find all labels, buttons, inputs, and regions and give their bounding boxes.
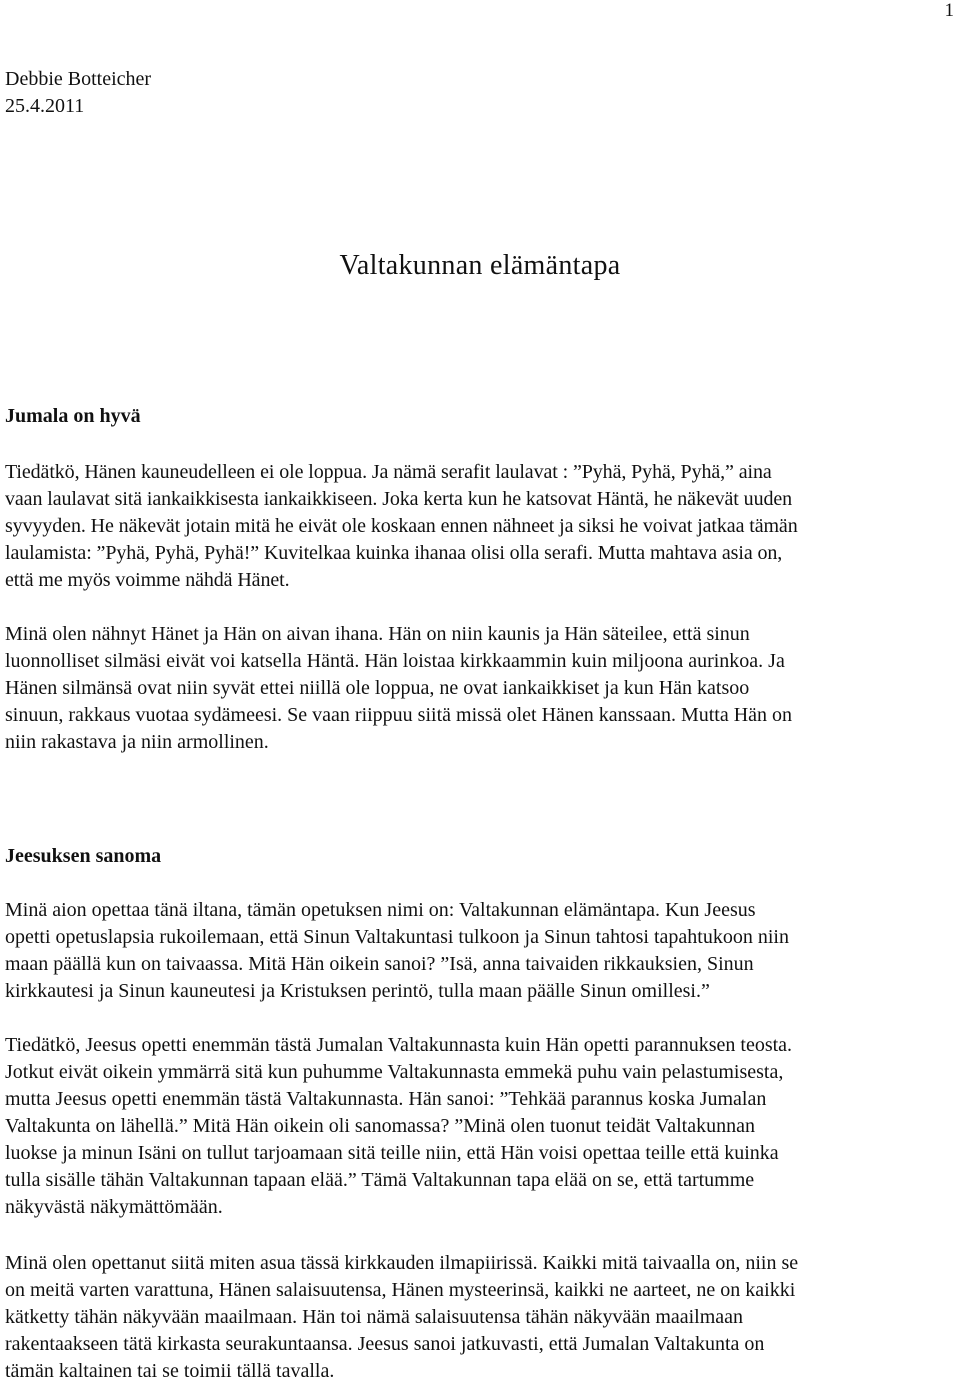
text-line: kätketty tähän näkyvään maailmaan. Hän toi nämä salaisuutensa tähän näkyvään maailmaan <box>5 1306 744 1328</box>
text-line: sinuun, rakkaus vuotaa sydämeesi. Se vaan riippuu siitä missä olet Hänen kanssaan. Mutta Hän on <box>5 704 793 726</box>
text-line: vaan laulavat sitä iankaikkisesta iankaikkiseen. Joka kerta kun he katsovat Häntä, he näkevät uuden <box>5 488 793 510</box>
text-line: Tiedätkö, Jeesus opetti enemmän tästä Jumalan Valtakunnasta kuin Hän opetti parannuksen teosta. <box>5 1034 793 1056</box>
text-line: luonnolliset silmäsi eivät voi katsella Häntä. Hän loistaa kirkkaammin kuin miljoona aurinkoa. Ja <box>5 650 785 672</box>
text-line: laulamista: ”Pyhä, Pyhä, Pyhä!” Kuvitelkaa kuinka ihanaa olisi olla serafi. Mutta mahtava asia on, <box>5 542 783 564</box>
document-date: 25.4.2011 <box>5 95 85 117</box>
text-line: Minä olen opettanut siitä miten asua tässä kirkkauden ilmapiirissä. Kaikki mitä taivaalla on, niin se <box>5 1252 799 1274</box>
text-line: tulla sisälle tähän Valtakunnan tapaan elää.” Tämä Valtakunnan tapa elää on se, että tartumme <box>5 1169 755 1191</box>
text-line: maan päällä kun on taivaassa. Mitä Hän oikein sanoi? ”Isä, anna taivaiden rikkauksien, Sinun <box>5 953 754 975</box>
paragraph <box>5 621 955 756</box>
text-line: luokse ja minun Isäni on tullut tarjoamaan sitä teille niin, että Hän voisi opettaa teille että kuinka <box>5 1142 779 1164</box>
document-title: Valtakunnan elämäntapa <box>339 250 621 281</box>
paragraph <box>5 897 955 1005</box>
text-line: Minä olen nähnyt Hänet ja Hän on aivan ihana. Hän on niin kaunis ja Hän säteilee, että sinun <box>5 623 750 645</box>
text-line: että me myös voimme nähdä Hänet. <box>5 569 290 591</box>
document-header <box>5 66 151 120</box>
author-name: Debbie Botteicher <box>5 68 152 90</box>
text-line: mutta Jeesus opetti enemmän tästä Valtakunnasta. Hän sanoi: ”Tehkää parannus koska Jumalan <box>5 1088 767 1110</box>
text-line: Minä aion opettaa tänä iltana, tämän opetuksen nimi on: Valtakunnan elämäntapa. Kun Jeesus <box>5 899 756 921</box>
text-line: Valtakunta on lähellä.” Mitä Hän oikein oli sanomassa? ”Minä olen tuonut teidät Valtakunnan <box>5 1115 755 1137</box>
page-number: 1 <box>944 0 954 21</box>
section-heading-jeesuksen: Jeesuksen sanoma <box>5 845 162 867</box>
text-line: Tiedätkö, Hänen kauneudelleen ei ole loppua. Ja nämä serafit laulavat : ”Pyhä, Pyhä, Pyhä,” aina <box>5 461 772 483</box>
section-heading-jumala: Jumala on hyvä <box>5 405 141 427</box>
text-line: rakentaakseen tätä kirkasta seurakuntaansa. Jeesus sanoi jatkuvasti, että Jumalan Valtakunta on <box>5 1333 765 1355</box>
text-line: kirkkautesi ja Sinun kauneutesi ja Kristuksen perintö, tulla maan päälle Sinun omillesi.” <box>5 980 710 1002</box>
text-line: näkyvästä näkymättömään. <box>5 1196 223 1218</box>
text-line: Hänen silmänsä ovat niin syvät ettei niillä ole loppua, ne ovat iankaikkiset ja kun Hän katsoo <box>5 677 750 699</box>
paragraph <box>5 459 955 594</box>
text-line: Jotkut eivät oikein ymmärrä sitä kun puhumme Valtakunnasta emmekä puhu vain pelastumisesta, <box>5 1061 784 1083</box>
text-line: opetti opetuslapsia rukoilemaan, että Sinun Valtakuntasi tulkoon ja Sinun tahtosi tapahtukoon niin <box>5 926 789 948</box>
text-line: on meitä varten varattuna, Hänen salaisuutensa, Hänen mysteerinsä, kaikki ne aarteet, ne on kaikki <box>5 1279 796 1301</box>
paragraph <box>5 1032 955 1221</box>
text-line: tämän kaltainen tai se toimii tällä tavalla. <box>5 1360 335 1382</box>
text-line: syvyyden. He näkevät jotain mitä he eivät ole koskaan ennen nähneet ja siksi he voivat jatkaa tämän <box>5 515 798 537</box>
paragraph <box>5 1250 955 1385</box>
text-line: niin rakastava ja niin armollinen. <box>5 731 269 753</box>
